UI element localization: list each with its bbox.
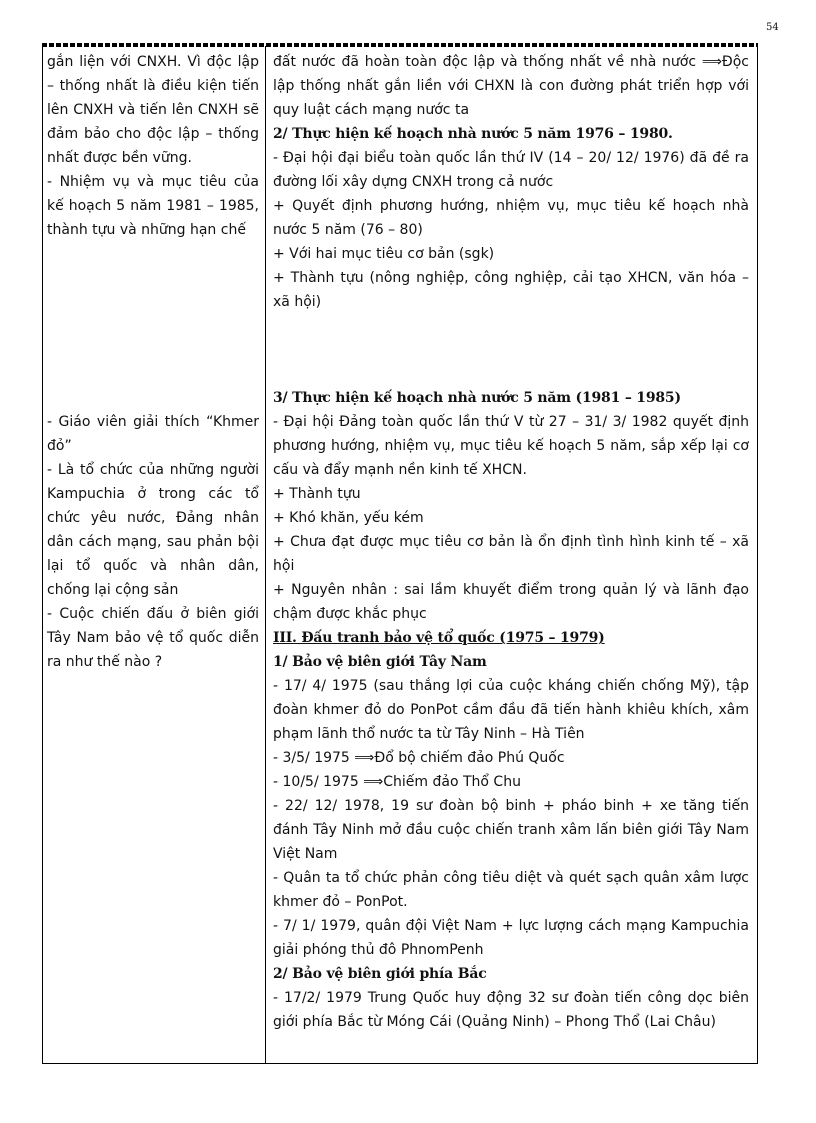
right-paragraph-12: - 3/5/ 1975 ⟹Đổ bộ chiếm đảo Phú Quốc — [273, 750, 565, 766]
right-paragraph-16: - 7/ 1/ 1979, quân đội Việt Nam + lực lượng cách mạng Kampuchia giải phóng thủ đô PhnomPenh — [273, 918, 749, 958]
right-paragraph-7: + Thành tựu — [273, 486, 361, 502]
section-heading-III: III. Đấu tranh bảo vệ tổ quốc (1975 – 1979) — [273, 630, 605, 646]
right-paragraph-3: + Quyết định phương hướng, nhiệm vụ, mục tiêu kế hoạch nhà nước 5 năm (76 – 80) — [273, 198, 749, 238]
right-paragraph-6: - Đại hội Đảng toàn quốc lần thứ V từ 27 – 31/ 3/ 1982 quyết định phương hướng, nhiệm vụ, mục tiêu kế hoạch 5 năm, sắp xếp lại cơ cấu và đẩy mạnh nền kinh tế XHCN. — [273, 414, 749, 478]
right-paragraph-1: đất nước đã hoàn toàn độc lập và thống nhất về nhà nước ⟹Độc lập thống nhất gắn liền với CHXN là con đường phát triển hợp với quy luật cách mạng nước ta — [273, 54, 749, 118]
right-paragraph-2: - Đại hội đại biểu toàn quốc lần thứ IV (14 – 20/ 12/ 1976) đã đề ra đường lối xây dựng CNXH trong cả nước — [273, 150, 749, 190]
right-paragraph-17: - 17/2/ 1979 Trung Quốc huy động 32 sư đoàn tiến công dọc biên giới phía Bắc từ Móng Cái (Quảng Ninh) – Phong Thổ (Lai Châu) — [273, 990, 749, 1030]
column-divider — [265, 46, 266, 1063]
right-paragraph-10: + Nguyên nhân : sai lầm khuyết điểm trong quản lý và lãnh đạo chậm được khắc phục — [273, 582, 749, 622]
right-paragraph-11: - 17/ 4/ 1975 (sau thắng lợi của cuộc kháng chiến chống Mỹ), tập đoàn khmer đỏ do PonPot cầm đầu đã tiến hành khiêu khích, xâm phạm lãnh thổ nước ta từ Tây Ninh – Hà Tiên — [273, 678, 749, 742]
subsection-heading-1: 1/ Bảo vệ biên giới Tây Nam — [273, 654, 487, 670]
right-paragraph-4: + Với hai mục tiêu cơ bản (sgk) — [273, 246, 495, 262]
page-number: 54 — [766, 22, 779, 33]
section-heading-3: 3/ Thực hiện kế hoạch nhà nước 5 năm (1981 – 1985) — [273, 390, 681, 406]
right-paragraph-14: - 22/ 12/ 1978, 19 sư đoàn bộ binh + pháo binh + xe tăng tiến đánh Tây Ninh mở đầu cuộc chiến tranh xâm lấn biên giới Tây Nam Việt Nam — [273, 798, 749, 862]
right-paragraph-8: + Khó khăn, yếu kém — [273, 510, 424, 526]
right-paragraph-15: - Quân ta tổ chức phản công tiêu diệt và quét sạch quân xâm lược khmer đỏ – PonPot. — [273, 870, 749, 910]
left-spacer — [47, 242, 259, 410]
left-paragraph-3: - Giáo viên giải thích “Khmer đỏ” — [47, 414, 259, 454]
left-paragraph-5: - Cuộc chiến đấu ở biên giới Tây Nam bảo vệ tổ quốc diễn ra như thế nào ? — [47, 606, 259, 670]
section-heading-2: 2/ Thực hiện kế hoạch nhà nước 5 năm 1976 – 1980. — [273, 126, 673, 142]
subsection-heading-2: 2/ Bảo vệ biên giới phía Bắc — [273, 966, 487, 982]
teacher-activity-column — [47, 50, 259, 674]
right-paragraph-13: - 10/5/ 1975 ⟹Chiếm đảo Thổ Chu — [273, 774, 521, 790]
lesson-content-column — [273, 50, 749, 1034]
right-spacer — [273, 314, 749, 386]
left-paragraph-4: - Là tổ chức của những người Kampuchia ở trong các tổ chức yêu nước, Đảng nhân dân cách mạng, sau phản bội lại tổ quốc và nhân dân, chống lại cộng sản — [47, 462, 259, 598]
right-paragraph-9: + Chưa đạt được mục tiêu cơ bản là ổn định tình hình kinh tế – xã hội — [273, 534, 749, 574]
lesson-table — [42, 46, 758, 1064]
right-paragraph-5: + Thành tựu (nông nghiệp, công nghiệp, cải tạo XHCN, văn hóa – xã hội) — [273, 270, 749, 310]
left-paragraph-2: - Nhiệm vụ và mục tiêu của kế hoạch 5 năm 1981 – 1985, thành tựu và những hạn chế — [47, 174, 259, 238]
left-paragraph-1: gắn liện với CNXH. Vì độc lập – thống nhất là điều kiện tiến lên CNXH và tiến lên CNXH sẽ đảm bảo cho độc lập – thống nhất được bền vững. — [47, 54, 259, 166]
